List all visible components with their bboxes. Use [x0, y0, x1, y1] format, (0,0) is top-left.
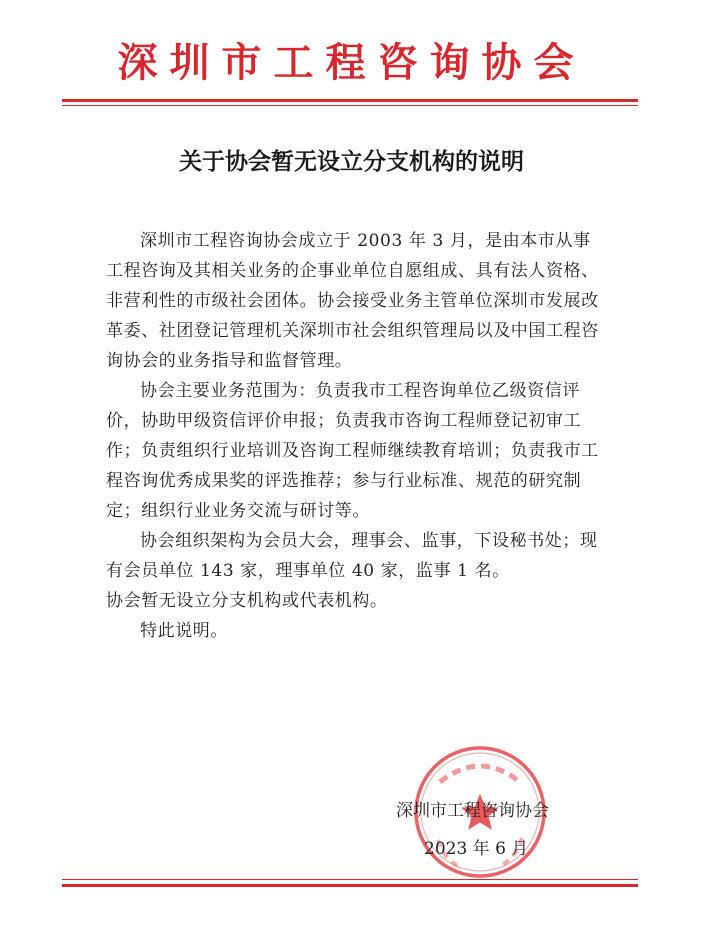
footer-divider-thin	[62, 879, 638, 880]
letterhead-divider-thick	[62, 99, 638, 102]
signature-date: 2023 年 6 月	[424, 839, 529, 859]
letterhead-title: 深圳市工程咨询协会	[117, 39, 586, 86]
footer-divider-thick	[62, 884, 638, 887]
paragraph-business-scope: 协会主要业务范围为：负责我市工程咨询单位乙级资信评价，协助甲级资信评价申报；负责我市咨询工程师登记初审工作；负责组织行业培训及咨询工程师继续教育培训；负责我市工程咨询优秀成果奖的评选推荐；参与行业标准、规范的研究制定；组织行业业务交流与研讨等。	[106, 381, 599, 521]
signature-organization: 深圳市工程咨询协会	[396, 801, 549, 821]
document-body	[106, 226, 606, 646]
document-title: 关于协会暂无设立分支机构的说明	[179, 149, 524, 175]
closing-remark: 特此说明。	[140, 621, 228, 641]
paragraph-organization: 协会组织架构为会员大会，理事会、监事，下设秘书处；现有会员单位 143 家，理事单位 40 家，监事 1 名。	[106, 531, 598, 581]
statement-no-branches: 协会暂无设立分支机构或代表机构。	[106, 591, 388, 611]
paragraph-founding: 深圳市工程咨询协会成立于 2003 年 3 月，是由本市从事工程咨询及其相关业务的企事业单位自愿组成、具有法人资格、非营利性的市级社会团体。协会接受业务主管单位深圳市发展改革委、社团登记管理机关深圳市社会组织管理局以及中国工程咨询协会的业务指导和监督管理。	[106, 231, 599, 371]
letterhead-divider-thin	[62, 105, 638, 106]
